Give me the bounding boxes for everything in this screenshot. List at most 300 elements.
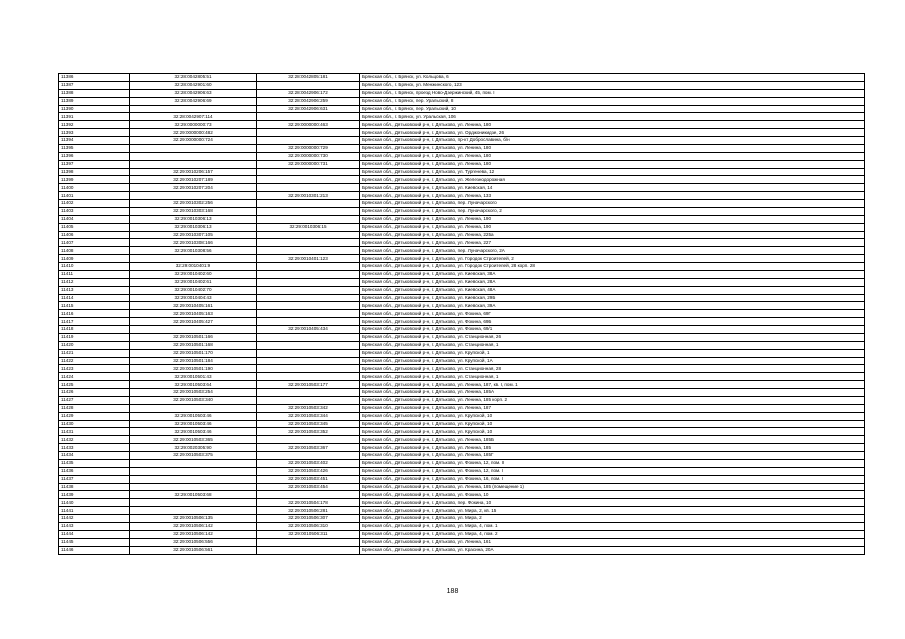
row-number-cell: 11411 xyxy=(59,270,130,278)
address-cell: Брянская обл., г. Брянск, проезд Ново-Дзержинский, 45, пом. I xyxy=(360,89,865,97)
address-cell: Брянская обл., Дятьковский р-н, г. Дятьково, ул. Красина, 20А xyxy=(360,546,865,555)
address-cell: Брянская обл., Дятьковский р-н, г. Дятьково, ул. Ленина, 133 xyxy=(360,192,865,200)
building-number-cell xyxy=(257,396,360,404)
building-number-cell xyxy=(257,247,360,255)
row-number-cell: 11426 xyxy=(59,389,130,397)
address-cell: Брянская обл., Дятьковский р-н, г. Дятьково, ул. Станционная, 1 xyxy=(360,373,865,381)
table-row xyxy=(59,105,865,113)
table-row xyxy=(59,452,865,460)
row-number-cell: 11406 xyxy=(59,231,130,239)
cadastral-number-cell: 32:29:0010405:427 xyxy=(130,318,257,326)
address-cell: Брянская обл., Дятьковский р-н, г. Дятьково, ул. Крупской, 10 xyxy=(360,412,865,420)
row-number-cell: 11416 xyxy=(59,310,130,318)
cadastral-number-cell xyxy=(130,105,257,113)
row-number-cell: 11396 xyxy=(59,152,130,160)
cadastral-number-cell: 32:29:0000000:73 xyxy=(130,121,257,129)
page-number: 188 xyxy=(446,588,459,595)
row-number-cell: 11410 xyxy=(59,263,130,271)
building-number-cell xyxy=(257,278,360,286)
cadastral-number-cell: 32:29:0010405:161 xyxy=(130,302,257,310)
cadastral-number-cell: 32:29:0010503:254 xyxy=(130,389,257,397)
cadastral-number-cell xyxy=(130,499,257,507)
building-number-cell xyxy=(257,318,360,326)
cadastral-number-cell: 32:29:0010506:135 xyxy=(130,515,257,523)
address-cell: Брянская обл., г. Брянск, пер. Уральский, 10 xyxy=(360,105,865,113)
address-cell: Брянская обл., Дятьковский р-н, г. Дятьково, ул. Ленина, 180 xyxy=(360,144,865,152)
row-number-cell: 11414 xyxy=(59,294,130,302)
row-number-cell: 11387 xyxy=(59,81,130,89)
cadastral-number-cell: 32:28:0042907:114 xyxy=(130,113,257,121)
cadastral-number-cell xyxy=(130,255,257,263)
building-number-cell xyxy=(257,357,360,365)
address-cell: Брянская обл., Дятьковский р-н, г. Дятьково, ул. Фокина, 12, пом. II xyxy=(360,459,865,467)
row-number-cell: 11435 xyxy=(59,459,130,467)
row-number-cell: 11424 xyxy=(59,373,130,381)
address-cell: Брянская обл., Дятьковский р-н, г. Дятьково, ул. Ленина, 180 xyxy=(360,121,865,129)
table-row xyxy=(59,310,865,318)
row-number-cell: 11436 xyxy=(59,467,130,475)
cadastral-number-cell: 32:29:0010503:46 xyxy=(130,420,257,428)
row-number-cell: 11434 xyxy=(59,452,130,460)
cadastral-number-cell xyxy=(130,144,257,152)
table-row xyxy=(59,286,865,294)
cadastral-number-cell: 32:28:0042805:51 xyxy=(130,74,257,82)
table-row xyxy=(59,357,865,365)
cadastral-number-cell: 32:29:0010405:163 xyxy=(130,310,257,318)
building-number-cell xyxy=(257,286,360,294)
address-cell: Брянская обл., Дятьковский р-н, г. Дятьково, ул. Киевская, 39А xyxy=(360,302,865,310)
address-cell: Брянская обл., г. Брянск, ул. Кольцова, 6 xyxy=(360,74,865,82)
cadastral-number-cell: 32:29:0010308:56 xyxy=(130,247,257,255)
address-cell: Брянская обл., Дятьковский р-н, г. Дятьково, пер. Луначарского xyxy=(360,200,865,208)
address-cell: Брянская обл., Дятьковский р-н, г. Дятьково, ул. Киевская, 28А xyxy=(360,278,865,286)
building-number-cell: 32:29:0010401:123 xyxy=(257,255,360,263)
row-number-cell: 11433 xyxy=(59,444,130,452)
cadastral-number-cell: 32:29:0010503:365 xyxy=(130,436,257,444)
row-number-cell: 11401 xyxy=(59,192,130,200)
cadastral-number-cell: 32:29:0010206:157 xyxy=(130,168,257,176)
row-number-cell: 11419 xyxy=(59,333,130,341)
cadastral-number-cell: 32:29:0010506:561 xyxy=(130,546,257,555)
building-number-cell: 32:29:0010405:434 xyxy=(257,326,360,334)
row-number-cell: 11388 xyxy=(59,89,130,97)
table-row xyxy=(59,412,865,420)
table-row xyxy=(59,231,865,239)
building-number-cell: 32:29:0010503:426 xyxy=(257,467,360,475)
address-cell: Брянская обл., Дятьковский р-н, г. Дятьково, ул. Ленина, 185А xyxy=(360,389,865,397)
row-number-cell: 11395 xyxy=(59,144,130,152)
table-row xyxy=(59,491,865,499)
address-cell: Брянская обл., Дятьковский р-н, г. Дятьково, ул. Железнодорожная xyxy=(360,176,865,184)
building-number-cell: 32:29:0010301:213 xyxy=(257,192,360,200)
address-cell: Брянская обл., Дятьковский р-н, г. Дятьково, ул. Крупской, 10 xyxy=(360,428,865,436)
row-number-cell: 11407 xyxy=(59,239,130,247)
building-number-cell: 32:29:0010506:281 xyxy=(257,507,360,515)
building-number-cell xyxy=(257,200,360,208)
building-number-cell xyxy=(257,231,360,239)
table-row xyxy=(59,381,865,389)
building-number-cell xyxy=(257,263,360,271)
building-number-cell: 32:29:0010504:178 xyxy=(257,499,360,507)
building-number-cell xyxy=(257,389,360,397)
cadastral-number-cell: 32:29:0020305:90 xyxy=(130,444,257,452)
address-cell: Брянская обл., Дятьковский р-н, г. Дятьково, ул. Станционная, 28 xyxy=(360,365,865,373)
table-row xyxy=(59,444,865,452)
cadastral-number-cell xyxy=(130,160,257,168)
table-row xyxy=(59,247,865,255)
table-row xyxy=(59,475,865,483)
building-number-cell: 32:28:0042906:172 xyxy=(257,89,360,97)
row-number-cell: 11389 xyxy=(59,97,130,105)
address-cell: Брянская обл., Дятьковский р-н, г. Дятьково, ул. Ленина, 190 xyxy=(360,223,865,231)
address-cell: Брянская обл., Дятьковский р-н, г. Дятьково, ул. Мира, 2, кв. 15 xyxy=(360,507,865,515)
cadastral-number-cell: 32:29:0010501:184 xyxy=(130,357,257,365)
table-row xyxy=(59,200,865,208)
address-cell: Брянская обл., Дятьковский р-н, г. Дятьково, ул. Станционная, 1 xyxy=(360,341,865,349)
cadastral-number-cell xyxy=(130,475,257,483)
cadastral-number-cell xyxy=(130,507,257,515)
address-cell: Брянская обл., г. Брянск, пер. Уральский, 8 xyxy=(360,97,865,105)
building-number-cell: 32:28:0042906:631 xyxy=(257,105,360,113)
address-cell: Брянская обл., Дятьковский р-н, г. Дятьково, ул. Орджоникидзе, 26 xyxy=(360,129,865,137)
row-number-cell: 11427 xyxy=(59,396,130,404)
building-number-cell xyxy=(257,294,360,302)
building-number-cell xyxy=(257,215,360,223)
address-cell: Брянская обл., Дятьковский р-н, г. Дятьково, ул. Ленина, 185 корп. 2 xyxy=(360,396,865,404)
table-row xyxy=(59,349,865,357)
cadastral-number-cell: 32:28:0042901:60 xyxy=(130,81,257,89)
building-number-cell xyxy=(257,137,360,145)
address-cell: Брянская обл., Дятьковский р-н, г. Дятьково, ул. Городок Строителей, 28 корп. 28 xyxy=(360,263,865,271)
row-number-cell: 11397 xyxy=(59,160,130,168)
table-row xyxy=(59,121,865,129)
registry-table xyxy=(58,73,865,555)
address-cell: Брянская обл., Дятьковский р-н, г. Дятьково, ул. Крупской, 10 xyxy=(360,420,865,428)
address-cell: Брянская обл., Дятьковский р-н, г. Дятьково, ул. Ленина, 185 xyxy=(360,444,865,452)
cadastral-number-cell xyxy=(130,152,257,160)
row-number-cell: 11439 xyxy=(59,491,130,499)
address-cell: Брянская обл., Дятьковский р-н, г. Дятьково, ул. Ленина, 180 xyxy=(360,160,865,168)
row-number-cell: 11431 xyxy=(59,428,130,436)
cadastral-number-cell: 32:29:0010503:375 xyxy=(130,452,257,460)
cadastral-number-cell: 32:29:0010501:166 xyxy=(130,333,257,341)
table-row xyxy=(59,483,865,491)
cadastral-number-cell: 32:29:0010503:340 xyxy=(130,396,257,404)
row-number-cell: 11405 xyxy=(59,223,130,231)
cadastral-number-cell xyxy=(130,459,257,467)
table-row xyxy=(59,215,865,223)
row-number-cell: 11443 xyxy=(59,522,130,530)
row-number-cell: 11394 xyxy=(59,137,130,145)
table-row xyxy=(59,341,865,349)
building-number-cell: 32:29:0000000:463 xyxy=(257,121,360,129)
building-number-cell: 32:29:0010506:307 xyxy=(257,515,360,523)
table-row xyxy=(59,365,865,373)
building-number-cell: 32:29:0000000:731 xyxy=(257,160,360,168)
table-row xyxy=(59,404,865,412)
cadastral-number-cell: 32:29:0010506:142 xyxy=(130,522,257,530)
building-number-cell: 32:29:0010503:451 xyxy=(257,475,360,483)
row-number-cell: 11423 xyxy=(59,365,130,373)
table-row xyxy=(59,396,865,404)
table-row xyxy=(59,255,865,263)
table-row xyxy=(59,223,865,231)
row-number-cell: 11430 xyxy=(59,420,130,428)
address-cell: Брянская обл., Дятьковский р-н, г. Дятьково, ул. Крупской, 1 xyxy=(360,349,865,357)
row-number-cell: 11386 xyxy=(59,74,130,82)
row-number-cell: 11425 xyxy=(59,381,130,389)
address-cell: Брянская обл., Дятьковский р-н, г. Дятьково, ул. Ленина, 180 xyxy=(360,152,865,160)
address-cell: Брянская обл., Дятьковский р-н, г. Дятьково, ул. Ленина, 161 xyxy=(360,538,865,546)
cadastral-number-cell: 32:29:0010207:189 xyxy=(130,176,257,184)
building-number-cell xyxy=(257,373,360,381)
address-cell: Брянская обл., Дятьковский р-н, г. Дятьково, пер. Луначарского, 2А xyxy=(360,247,865,255)
row-number-cell: 11409 xyxy=(59,255,130,263)
row-number-cell: 11437 xyxy=(59,475,130,483)
cadastral-number-cell xyxy=(130,326,257,334)
address-cell: Брянская обл., Дятьковский р-н, г. Дятьково, ул. Тургенева, 12 xyxy=(360,168,865,176)
table-row xyxy=(59,318,865,326)
cadastral-number-cell: 32:29:0010503:46 xyxy=(130,428,257,436)
address-cell: Брянская обл., Дятьковский р-н, г. Дятьково, ул. Ленина, 225а xyxy=(360,231,865,239)
row-number-cell: 11421 xyxy=(59,349,130,357)
address-cell: Брянская обл., Дятьковский р-н, г. Дятьково, ул. Киевская, 38А xyxy=(360,270,865,278)
row-number-cell: 11418 xyxy=(59,326,130,334)
table-row xyxy=(59,499,865,507)
row-number-cell: 11398 xyxy=(59,168,130,176)
address-cell: Брянская обл., Дятьковский р-н, г. Дятьково, ул. Городок Строителей, 2 xyxy=(360,255,865,263)
cadastral-number-cell: 32:29:0010402:70 xyxy=(130,286,257,294)
cadastral-number-cell: 32:29:0010503:64 xyxy=(130,381,257,389)
table-row xyxy=(59,546,865,555)
table-row xyxy=(59,160,865,168)
address-cell: Брянская обл., Дятьковский р-н, г. Дятьково, ул. Фокина, 69Б xyxy=(360,318,865,326)
table-row xyxy=(59,144,865,152)
row-number-cell: 11441 xyxy=(59,507,130,515)
row-number-cell: 11438 xyxy=(59,483,130,491)
building-number-cell: 32:28:0042906:259 xyxy=(257,97,360,105)
cadastral-number-cell: 32:29:0010207:204 xyxy=(130,184,257,192)
table-row xyxy=(59,176,865,184)
row-number-cell: 11420 xyxy=(59,341,130,349)
cadastral-number-cell: 32:29:0000000:724 xyxy=(130,137,257,145)
cadastral-number-cell: 32:29:0010501:190 xyxy=(130,365,257,373)
building-number-cell xyxy=(257,341,360,349)
cadastral-number-cell: 32:28:0042906:63 xyxy=(130,89,257,97)
cadastral-number-cell: 32:29:0010506:142 xyxy=(130,530,257,538)
row-number-cell: 11429 xyxy=(59,412,130,420)
building-number-cell: 32:29:0010503:177 xyxy=(257,381,360,389)
address-cell: Брянская обл., Дятьковский р-н, г. Дятьково, ул. Киевская, 14 xyxy=(360,184,865,192)
building-number-cell xyxy=(257,538,360,546)
cadastral-number-cell: 32:29:0010306:13 xyxy=(130,223,257,231)
table-row xyxy=(59,81,865,89)
cadastral-number-cell: 32:29:0010501:170 xyxy=(130,349,257,357)
address-cell: Брянская обл., Дятьковский р-н, г. Дятьково, ул. Фокина, 16, пом. I xyxy=(360,475,865,483)
table-row xyxy=(59,74,865,82)
cadastral-number-cell: 32:29:0010501:43 xyxy=(130,373,257,381)
cadastral-number-cell xyxy=(130,192,257,200)
address-cell: Брянская обл., Дятьковский р-н, г. Дятьково, пер. Луначарского, 2 xyxy=(360,207,865,215)
cadastral-number-cell: 32:29:0010306:13 xyxy=(130,215,257,223)
address-cell: Брянская обл., г. Брянск, ул. Менжинского, 123 xyxy=(360,81,865,89)
address-cell: Брянская обл., Дятьковский р-н, г. Дятьково, ул. Ленина, 185Г xyxy=(360,452,865,460)
table-row xyxy=(59,192,865,200)
row-number-cell: 11432 xyxy=(59,436,130,444)
cadastral-number-cell: 32:29:0010402:60 xyxy=(130,270,257,278)
row-number-cell: 11413 xyxy=(59,286,130,294)
table-row xyxy=(59,326,865,334)
building-number-cell xyxy=(257,129,360,137)
row-number-cell: 11404 xyxy=(59,215,130,223)
building-number-cell xyxy=(257,168,360,176)
row-number-cell: 11390 xyxy=(59,105,130,113)
cadastral-number-cell: 32:29:0010307:105 xyxy=(130,231,257,239)
row-number-cell: 11412 xyxy=(59,278,130,286)
cadastral-number-cell: 32:29:0000000:482 xyxy=(130,129,257,137)
table-row xyxy=(59,184,865,192)
address-cell: Брянская обл., Дятьковский р-н, г. Дятьково, ул. Фокина, 10 xyxy=(360,491,865,499)
building-number-cell xyxy=(257,436,360,444)
cadastral-number-cell: 32:29:0010401:9 xyxy=(130,263,257,271)
address-cell: Брянская обл., Дятьковский р-н, г. Дятьково, ул. Ленина, 185Б xyxy=(360,436,865,444)
table-row xyxy=(59,530,865,538)
building-number-cell xyxy=(257,302,360,310)
building-number-cell: 32:29:0010503:367 xyxy=(257,444,360,452)
building-number-cell xyxy=(257,207,360,215)
building-number-cell xyxy=(257,491,360,499)
building-number-cell: 32:29:0000000:729 xyxy=(257,144,360,152)
table-row xyxy=(59,302,865,310)
building-number-cell xyxy=(257,81,360,89)
building-number-cell xyxy=(257,239,360,247)
row-number-cell: 11408 xyxy=(59,247,130,255)
table-row xyxy=(59,270,865,278)
row-number-cell: 11393 xyxy=(59,129,130,137)
building-number-cell: 32:29:0010506:310 xyxy=(257,522,360,530)
address-cell: Брянская обл., Дятьковский р-н, г. Дятьково, ул. Станционная, 26 xyxy=(360,333,865,341)
cadastral-number-cell xyxy=(130,467,257,475)
cadastral-number-cell: 32:29:0010506:556 xyxy=(130,538,257,546)
table-row xyxy=(59,89,865,97)
row-number-cell: 11422 xyxy=(59,357,130,365)
table-row xyxy=(59,436,865,444)
table-row xyxy=(59,428,865,436)
table-row xyxy=(59,207,865,215)
address-cell: Брянская обл., Дятьковский р-н, г. Дятьково, пер. Фокина, 10 xyxy=(360,499,865,507)
address-cell: Брянская обл., Дятьковский р-н, г. Дятьково, ул. Ленина, 187, кв. I, пом. 1 xyxy=(360,381,865,389)
building-number-cell: 32:29:0010503:454 xyxy=(257,483,360,491)
address-cell: Брянская обл., Дятьковский р-н, г. Дятьково, ул. Киевская, 48А xyxy=(360,286,865,294)
address-cell: Брянская обл., Дятьковский р-н, г. Дятьково, пр-кт Доброславина, б/н xyxy=(360,137,865,145)
row-number-cell: 11415 xyxy=(59,302,130,310)
table-row xyxy=(59,137,865,145)
row-number-cell: 11399 xyxy=(59,176,130,184)
address-cell: Брянская обл., Дятьковский р-н, г. Дятьково, ул. Ленина, 227 xyxy=(360,239,865,247)
building-number-cell xyxy=(257,452,360,460)
row-number-cell: 11445 xyxy=(59,538,130,546)
table-row xyxy=(59,113,865,121)
table-row xyxy=(59,420,865,428)
row-number-cell: 11400 xyxy=(59,184,130,192)
building-number-cell: 32:29:0010306:15 xyxy=(257,223,360,231)
cadastral-number-cell: 32:29:0010501:168 xyxy=(130,341,257,349)
address-cell: Брянская обл., Дятьковский р-н, г. Дятьково, ул. Ленина, 190 xyxy=(360,215,865,223)
address-cell: Брянская обл., Дятьковский р-н, г. Дятьково, ул. Крупской, 1А xyxy=(360,357,865,365)
registry-table-body xyxy=(59,74,865,555)
address-cell: Брянская обл., Дятьковский р-н, г. Дятьково, ул. Мира, 2 xyxy=(360,515,865,523)
cadastral-number-cell: 32:29:0010402:61 xyxy=(130,278,257,286)
table-row xyxy=(59,389,865,397)
table-row xyxy=(59,459,865,467)
building-number-cell: 32:29:0010503:402 xyxy=(257,459,360,467)
building-number-cell: 32:29:0010503:344 xyxy=(257,412,360,420)
table-row xyxy=(59,278,865,286)
address-cell: Брянская обл., Дятьковский р-н, г. Дятьково, ул. Киевская, 29Б xyxy=(360,294,865,302)
cadastral-number-cell: 32:29:0010404:43 xyxy=(130,294,257,302)
table-row xyxy=(59,239,865,247)
address-cell: Брянская обл., Дятьковский р-н, г. Дятьково, ул. Мира, 4, пом. 2 xyxy=(360,530,865,538)
cadastral-number-cell: 32:29:0010303:168 xyxy=(130,207,257,215)
table-row xyxy=(59,294,865,302)
row-number-cell: 11446 xyxy=(59,546,130,555)
cadastral-number-cell: 32:28:0042906:69 xyxy=(130,97,257,105)
cadastral-number-cell: 32:29:0010308:166 xyxy=(130,239,257,247)
table-row xyxy=(59,507,865,515)
building-number-cell xyxy=(257,184,360,192)
cadastral-number-cell: 32:29:0010503:68 xyxy=(130,491,257,499)
building-number-cell xyxy=(257,113,360,121)
building-number-cell: 32:29:0010503:342 xyxy=(257,404,360,412)
building-number-cell: 32:29:0010506:311 xyxy=(257,530,360,538)
building-number-cell: 32:29:0010503:352 xyxy=(257,428,360,436)
building-number-cell xyxy=(257,349,360,357)
table-row xyxy=(59,467,865,475)
table-row xyxy=(59,522,865,530)
table-row xyxy=(59,129,865,137)
table-row xyxy=(59,333,865,341)
table-row xyxy=(59,515,865,523)
building-number-cell xyxy=(257,365,360,373)
cadastral-number-cell: 32:29:0010302:256 xyxy=(130,200,257,208)
row-number-cell: 11440 xyxy=(59,499,130,507)
table-row xyxy=(59,263,865,271)
table-row xyxy=(59,168,865,176)
table-row xyxy=(59,373,865,381)
building-number-cell xyxy=(257,546,360,555)
address-cell: Брянская обл., Дятьковский р-н, г. Дятьково, ул. Ленина, 187 xyxy=(360,404,865,412)
row-number-cell: 11417 xyxy=(59,318,130,326)
row-number-cell: 11442 xyxy=(59,515,130,523)
building-number-cell: 32:29:0000000:730 xyxy=(257,152,360,160)
table-row xyxy=(59,538,865,546)
table-row xyxy=(59,152,865,160)
row-number-cell: 11444 xyxy=(59,530,130,538)
address-cell: Брянская обл., Дятьковский р-н, г. Дятьково, ул. Мира, 4, пом. 1 xyxy=(360,522,865,530)
address-cell: Брянская обл., Дятьковский р-н, г. Дятьково, ул. Ленина, 185 (помещение 1) xyxy=(360,483,865,491)
row-number-cell: 11428 xyxy=(59,404,130,412)
building-number-cell xyxy=(257,176,360,184)
address-cell: Брянская обл., Дятьковский р-н, г. Дятьково, ул. Фокина, 12, пом. I xyxy=(360,467,865,475)
building-number-cell xyxy=(257,333,360,341)
row-number-cell: 11392 xyxy=(59,121,130,129)
table-row xyxy=(59,97,865,105)
building-number-cell: 32:28:0042805:181 xyxy=(257,74,360,82)
cadastral-number-cell xyxy=(130,483,257,491)
row-number-cell: 11391 xyxy=(59,113,130,121)
row-number-cell: 11402 xyxy=(59,200,130,208)
row-number-cell: 11403 xyxy=(59,207,130,215)
